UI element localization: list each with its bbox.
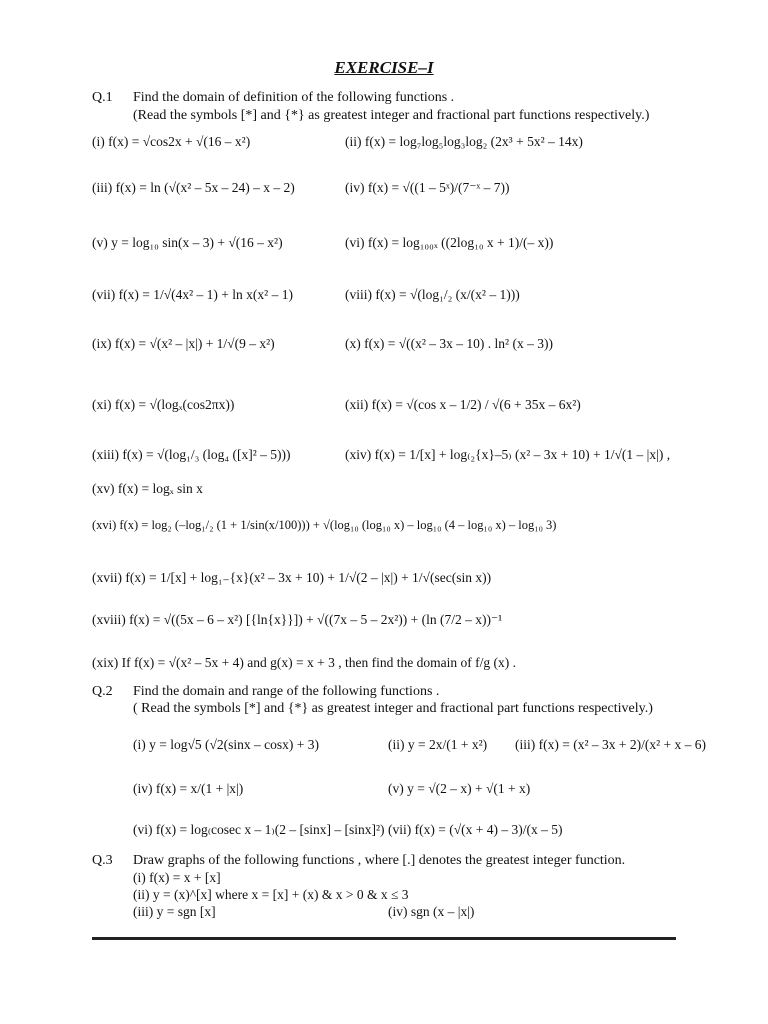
q3-item-iii: (iii) y = sgn [x] <box>133 904 216 919</box>
q1-item-viii: (viii) f(x) = √(log₁/₂ (x/(x² – 1))) <box>345 287 520 302</box>
q1-item-x: (x) f(x) = √((x² – 3x – 10) . ln² (x – 3)) <box>345 336 553 351</box>
q1-item-vii: (vii) f(x) = 1/√(4x² – 1) + ln x(x² – 1) <box>92 287 293 302</box>
q3-item-ii: (ii) y = (x)^[x] where x = [x] + (x) & x > 0 & x ≤ 3 <box>133 887 409 902</box>
q2-item-i: (i) y = log√5 (√2(sinx – cosx) + 3) <box>133 737 320 752</box>
q1-item-xii: (xii) f(x) = √(cos x – 1/2) / √(6 + 35x – 6x²) <box>345 397 581 412</box>
q2-item-iv: (iv) f(x) = x/(1 + |x|) <box>133 781 244 796</box>
q1-item-xviii: (xviii) f(x) = √((5x – 6 – x²) [{ln{x}}]) + √((7x – 5 – 2x²)) + (ln (7/2 – x))⁻¹ <box>92 612 503 627</box>
q3-item-iv: (iv) sgn (x – |x|) <box>388 904 475 919</box>
question-3-text: Draw graphs of the following functions , where [.] denotes the greatest integer function. <box>133 853 626 868</box>
q1-item-xiii: (xiii) f(x) = √(log₁/₃ (log₄ ([x]² – 5))) <box>92 447 291 462</box>
question-2-note: ( Read the symbols [*] and {*} as greatest integer and fractional part functions respectively.) <box>133 701 653 716</box>
q3-item-i: (i) f(x) = x + [x] <box>133 870 221 885</box>
page-title: EXERCISE–I <box>334 58 434 77</box>
question-number-1: Q.1 <box>92 90 113 105</box>
q1-item-xvi: (xvi) f(x) = log₂ (–log₁/₂ (1 + 1/sin(x/100))) + √(log₁₀ (log₁₀ x) – log₁₀ (4 – log₁₀ x) – log₁₀ 3) <box>92 518 557 532</box>
question-1-note: (Read the symbols [*] and {*} as greatest integer and fractional part functions respectively.) <box>133 108 650 123</box>
q1-item-i: (i) f(x) = √cos2x + √(16 – x²) <box>92 134 251 149</box>
q1-item-xix: (xix) If f(x) = √(x² – 5x + 4) and g(x) = x + 3 , then find the domain of f/g (x) . <box>92 655 516 670</box>
q2-item-vi: (vi) f(x) = log₍cosec x – 1₎(2 – [sinx] – [sinx]²) <box>133 822 385 837</box>
q1-item-ix: (ix) f(x) = √(x² – |x|) + 1/√(9 – x²) <box>92 336 275 351</box>
q1-item-iv: (iv) f(x) = √((1 – 5ˣ)/(7⁻ˣ – 7)) <box>345 180 510 195</box>
question-2-text: Find the domain and range of the following functions . <box>133 684 440 699</box>
q2-item-vii: (vii) f(x) = (√(x + 4) – 3)/(x – 5) <box>388 822 563 837</box>
q1-item-xi: (xi) f(x) = √(logₓ(cos2πx)) <box>92 397 235 412</box>
q1-item-vi: (vi) f(x) = log₁₀₀ₓ ((2log₁₀ x + 1)/(– x)) <box>345 235 554 250</box>
q1-item-xvii: (xvii) f(x) = 1/[x] + log₁₋{x}(x² – 3x + 10) + 1/√(2 – |x|) + 1/√(sec(sin x)) <box>92 570 492 585</box>
q2-item-iii: (iii) f(x) = (x² – 3x + 2)/(x² + x – 6) <box>515 737 707 752</box>
bottom-rule <box>92 937 676 940</box>
question-number-2: Q.2 <box>92 684 113 699</box>
question-number-3: Q.3 <box>92 853 113 868</box>
q2-item-v: (v) y = √(2 – x) + √(1 + x) <box>388 781 531 796</box>
q1-item-iii: (iii) f(x) = ln (√(x² – 5x – 24) – x – 2) <box>92 180 295 195</box>
q1-item-xv: (xv) f(x) = logₓ sin x <box>92 481 203 496</box>
q1-item-xiv: (xiv) f(x) = 1/[x] + log₍₂{x}–5₎ (x² – 3x + 10) + 1/√(1 – |x|) , <box>345 447 671 462</box>
question-1-text: Find the domain of definition of the following functions . <box>133 90 455 105</box>
q1-item-v: (v) y = log₁₀ sin(x – 3) + √(16 – x²) <box>92 235 283 250</box>
q1-item-ii: (ii) f(x) = log₇log₅log₃log₂ (2x³ + 5x² – 14x) <box>345 134 583 149</box>
q2-item-ii: (ii) y = 2x/(1 + x²) <box>388 737 488 752</box>
